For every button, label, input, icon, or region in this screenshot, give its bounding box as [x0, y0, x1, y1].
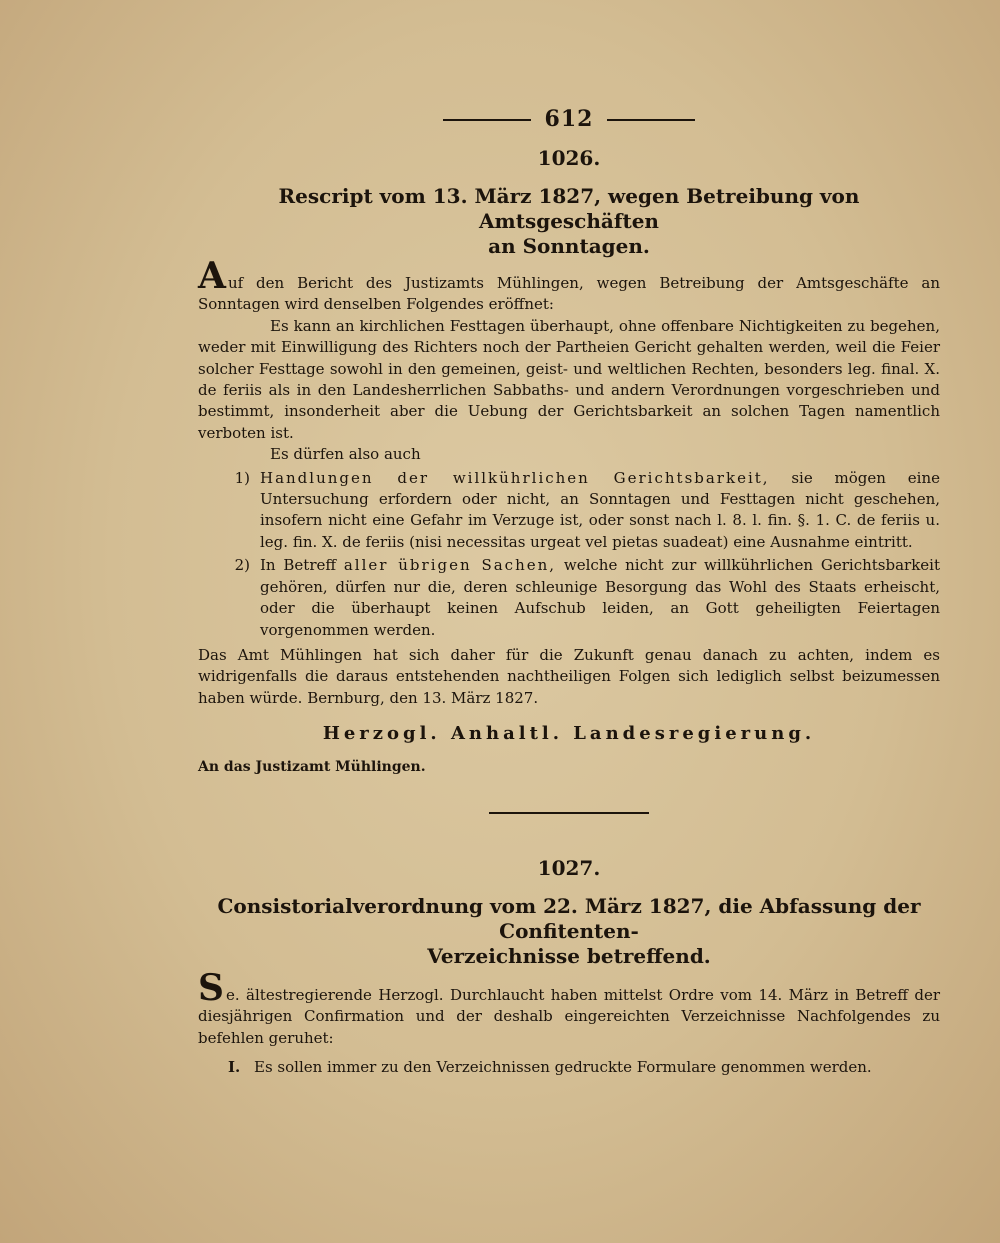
page-content	[198, 96, 940, 1079]
decree-title-line: Verzeichnisse betreffend.	[427, 943, 711, 968]
list-item	[198, 468, 940, 554]
decree-intro	[198, 255, 940, 316]
header-rule-left	[443, 119, 531, 121]
page-number: 612	[544, 106, 594, 133]
drop-cap: S	[198, 966, 224, 1009]
list-body: sie mögen eine Untersuchung erfordern oder nicht, an Sonntagen und Festtagen nicht geschehen, insofern nicht eine Gefahr im Verzuge ist, oder sonst nach l. 8. l. fin. §. 1. C. de feriis u. leg. fin. X. de feriis (nisi necessitas urgeat vel pietas suadeat) eine Ausnahme eintritt.	[260, 468, 940, 551]
paragraph: Es dürfen also auch	[270, 445, 421, 464]
decree-number: 1027.	[537, 855, 601, 880]
section-divider	[489, 812, 649, 814]
signature: Herzogl. Anhaltl. Landesregierung.	[322, 723, 816, 745]
intro-text: uf den Bericht des Justizamts Mühlingen, wegen Betreibung der Amtsgeschäfte an Sonntagen wird denselben Folgendes eröffnet:	[198, 274, 940, 314]
page-header	[198, 102, 940, 138]
decree-title-line: an Sonntagen.	[488, 234, 650, 258]
emphasized-text: Handlungen der willkührlichen Gerichtsbarkeit,	[260, 468, 770, 487]
closing-paragraph: Das Amt Mühlingen hat sich daher für die Zukunft genau danach zu achten, indem es widrigenfalls die daraus entstehenden nachtheiligen Folgen sich lediglich selbst beizumessen haben würde. Bernburg, den 13. März 1827.	[198, 645, 940, 707]
addressee: An das Justizamt Mühlingen.	[198, 758, 426, 775]
decree-title	[198, 894, 940, 969]
decree-title-line: Rescript vom 13. März 1827, wegen Betreibung von Amtsgeschäften	[278, 184, 860, 233]
emphasized-text: aller übrigen Sachen,	[343, 556, 557, 575]
list-item	[198, 555, 940, 641]
decree-title-line: Consistorialverordnung vom 22. März 1827, die Abfassung der Confitenten-	[217, 893, 921, 943]
list-text	[260, 555, 940, 641]
decree-intro	[198, 966, 940, 1049]
list-prefix: In Betreff	[260, 556, 344, 575]
list-label: 1)	[234, 468, 250, 487]
paragraph: Es kann an kirchlichen Festtagen überhaupt, ohne offenbare Nichtigkeiten zu begehen, weder mit Einwilligung des Richters noch der Partheien Gericht gehalten werden, weil die Feier solcher Festtage sowohl in den gemeinen, geist- und weltlichen Rechten, besonders leg. final. X. de feriis als in den Landesherrlichen Sabbaths- und andern Verordnungen vorgeschrieben und bestimmt, insonderheit aber die Uebung der Gerichtsbarkeit an solchen Tagen namentlich verboten ist.	[198, 316, 940, 442]
decree-title	[198, 184, 940, 259]
list-label: 2)	[234, 556, 250, 575]
drop-cap: A	[198, 255, 226, 297]
intro-text: e. ältestregierende Herzogl. Durchlaucht haben mittelst Ordre vom 14. März in Betreff der diesjährigen Confirmation und der deshalb eingereichten Verzeichnisse Nachfolgendes zu befehlen geruhet:	[198, 985, 940, 1047]
list-item	[228, 1057, 940, 1078]
header-rule-right	[607, 119, 695, 121]
list-text	[260, 468, 940, 554]
list-label: I.	[228, 1058, 241, 1077]
list-text: Es sollen immer zu den Verzeichnissen gedruckte Formulare genommen werden.	[254, 1058, 872, 1077]
decree-number: 1026.	[537, 146, 601, 170]
list-body: welche nicht zur willkührlichen Gerichtsbarkeit gehören, dürfen nur die, deren schleunige Besorgung das Wohl des Staats erheischt, oder die überhaupt keinen Aufschub leiden, an Gott geheiligten Feiertagen vorgenommen werden.	[260, 556, 940, 639]
